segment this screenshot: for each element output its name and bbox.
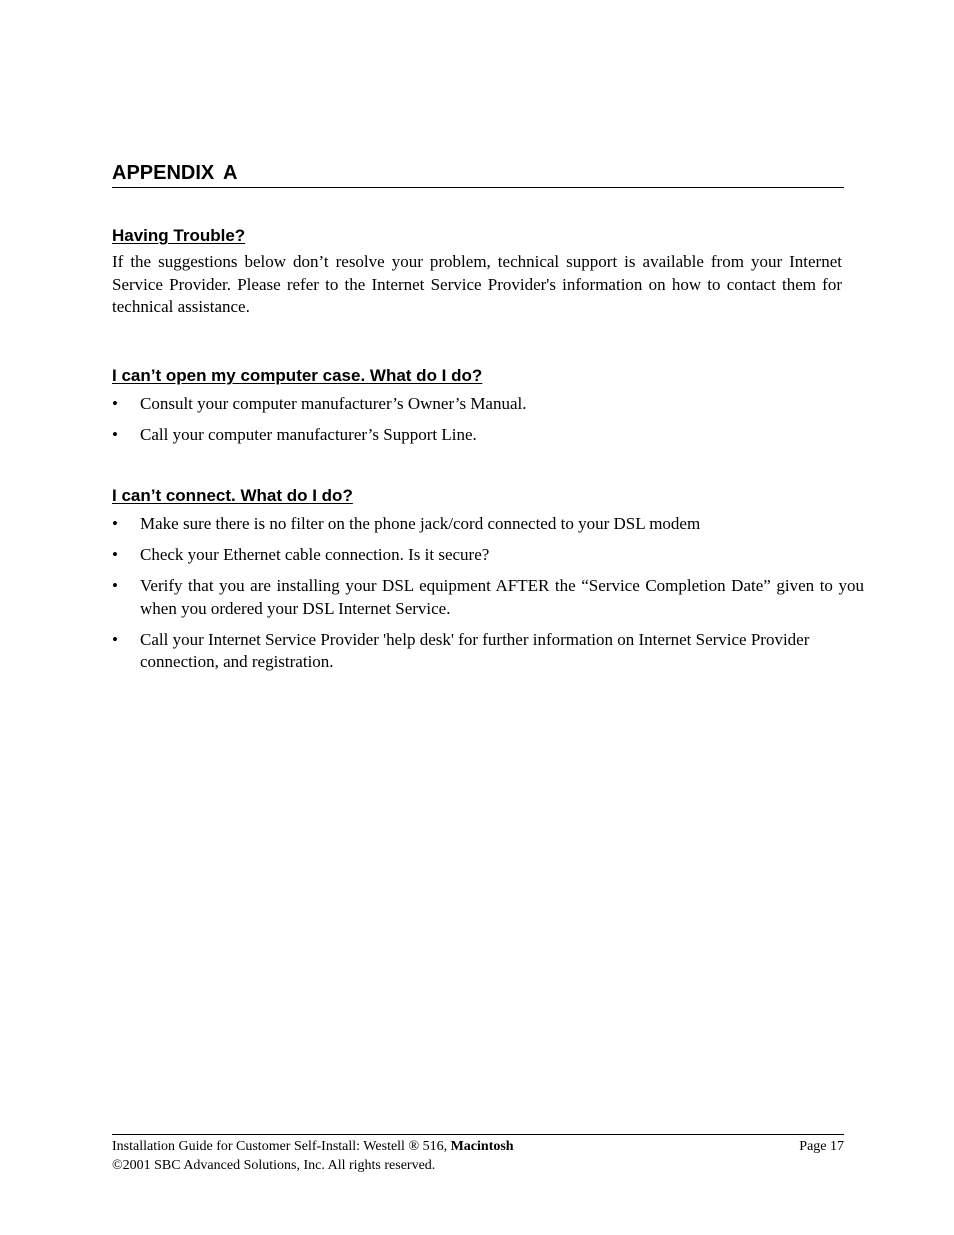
section-heading: I can’t open my computer case. What do I do?: [112, 366, 483, 385]
appendix-title-block: [112, 160, 844, 188]
bullet-icon: •: [112, 425, 118, 444]
bullet-list: [112, 393, 842, 447]
bullet-icon: •: [112, 394, 118, 413]
footer-guide-title: [112, 1137, 514, 1156]
section-heading: Having Trouble?: [112, 226, 246, 245]
footer-copyright: ©2001 SBC Advanced Solutions, Inc. All rights reserved.: [112, 1158, 436, 1173]
footer-row: [112, 1137, 844, 1156]
page-number: Page 17: [799, 1139, 844, 1154]
footer-guide-text: Installation Guide for Customer Self-Install: Westell ® 516,: [112, 1139, 451, 1154]
bullet-icon: •: [112, 514, 118, 533]
list-item: [112, 575, 864, 620]
appendix-title: APPENDIX A: [112, 162, 238, 184]
section-paragraph: If the suggestions below don’t resolve your problem, technical support is available from your Internet Service Provider. Please refer to the Internet Service Provider's information on how to contact them for technical assistance.: [112, 252, 842, 316]
list-item: [112, 393, 842, 416]
bullet-icon: •: [112, 629, 118, 649]
footer-platform: Macintosh: [450, 1139, 514, 1154]
bullet-icon: •: [112, 545, 118, 564]
list-item-text: Call your Internet Service Provider 'help desk' for further information on Internet Service Provider connection, and registration.: [140, 629, 810, 671]
list-item: [112, 513, 864, 536]
section-computer-case: [112, 365, 842, 455]
bullet-list: [112, 513, 864, 674]
page-footer: [112, 1134, 844, 1175]
list-item-text: Call your computer manufacturer’s Support Line.: [140, 425, 477, 444]
section-heading: I can’t connect. What do I do?: [112, 486, 353, 505]
list-item: [112, 544, 864, 567]
list-item-text: Consult your computer manufacturer’s Owner’s Manual.: [140, 394, 527, 413]
section-cant-connect: [112, 485, 864, 682]
section-having-trouble: [112, 225, 842, 319]
list-item-text: Check your Ethernet cable connection. Is it secure?: [140, 545, 490, 564]
list-item-text: Verify that you are installing your DSL equipment AFTER the “Service Completion Date” given to you when you ordered your DSL Internet Service.: [140, 576, 864, 618]
list-item-text: Make sure there is no filter on the phone jack/cord connected to your DSL modem: [140, 514, 701, 533]
bullet-icon: •: [112, 576, 118, 595]
list-item: [112, 424, 842, 447]
list-item: [112, 629, 864, 674]
